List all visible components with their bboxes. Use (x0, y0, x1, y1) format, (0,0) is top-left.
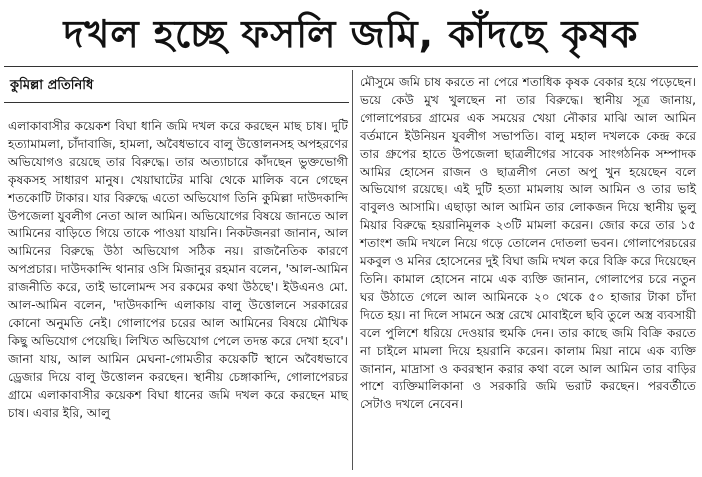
byline: কুমিল্লা প্রতিনিধি (10, 78, 94, 93)
article-paragraph: এলাকাবাসীর কয়েকশ বিঘা ধানি জমি দখল করে করছেন মাছ চাষ। দুটি হত্যামামলা, চাঁদাবাজি, হামলা, অবৈধভাবে বালু উত্তোলনসহ অপহরণের অভিযোগও রয়েছে তার বিরুদ্ধে। তার অত্যাচারে কাঁদছেন ভুক্তভোগী কৃষকসহ সাধারণ মানুষ। খেয়াঘাটের মাঝি থেকে মালিক বনে গেছেন শতকোটি টাকার। যার বিরুদ্ধে এতো অভিযোগ তিনি কুমিল্লা দাউদকান্দি উপজেলা যুবলীগ নেতা আল আমিন। অভিযোগের বিষয়ে জানতে আল আমিনের বাড়িতে গিয়ে তাকে পাওয়া যায়নি। নিকটজনরা জানান, আল আমিনের বিরুদ্ধে উঠা অভিযোগ সঠিক নয়। রাজনৈতিক কারণে অপপ্রচার। দাউদকান্দি থানার ওসি মিজানুর রহমান বলেন, 'আল-আমিন রাজনীতি করে, তাই ভালোমন্দ সব রকমের কথা উঠছে'। ইউএনও মো. আল-আমিন বলেন, 'দাউদকান্দি এলাকায় বালু উত্তোলনে সরকারের কোনো অনুমতি নেই। গোলাপের চরের আল আমিনের বিষয়ে মৌখিক কিছু অভিযোগ পেয়েছি। লিখিত অভিযোগ পেলে তদন্ত করে দেখা হবে'। জানা যায়, আল আমিন মেঘনা-গোমতীর কয়েকটি স্থানে অবৈধভাবে ড্রেজার দিয়ে বালু উত্তোলন করছেন। স্থানীয় চেঙ্গাকান্দি, গোলাপেরচর গ্রামে এলাকাবাসীর কয়েকশ বিঘা ধানের জমি দখল করে করছেন মাছ চাষ। এবার ইরি, আলু (8, 119, 348, 420)
headline-rule (4, 66, 698, 67)
byline-rule (4, 102, 349, 103)
column-divider (352, 70, 353, 470)
article-paragraph: মৌসুমে জমি চাষ করতে না পেরে শতাধিক কৃষক বেকার হয়ে পড়েছেন। ভয়ে কেউ মুখ খুলছেন না তার বিরুদ্ধে। স্থানীয় সূত্র জানায়, গোলাপেরচর গ্রামের এক সময়ের খেয়া নৌকার মাঝি আল আমিন বর্তমানে ইউনিয়ন যুবলীগ সভাপতি। বালু মহাল দখলকে কেন্দ্র করে তার গ্রুপের হাতে উপজেলা ছাত্রলীগের সাবেক সাংগঠনিক সম্পাদক আমির হোসেন রাজন ও ছাত্রলীগ নেতা অপু খুন হয়েছেন বলে অভিযোগ রয়েছে। এই দুটি হত্যা মামলায় আল আমিন ও তার ভাই বাবুলও আসামি। এছাড়া আল আমিন তার লোকজন দিয়ে স্থানীয় ভুলু মিয়ার বিরুদ্ধে হয়রানিমূলক ২৩টি মামলা করেন। জোর করে তার ১৫ শতাংশ জমি দখলে নিয়ে গড়ে তোলেন দোতলা ভবন। গোলাপেরচরের মকবুল ও মনির হোসেনের দুই বিঘা জমি দখল করে বিক্রি করে দিয়েছেন তিনি। কামাল হোসেন নামে এক ব্যক্তি জানান, গোলাপের চরে নতুন ঘর উঠাতে গেলে আল আমিনকে ২০ থেকে ৫০ হাজার টাকা চাঁদা দিতে হয়। না দিলে সামনে অস্ত্র রেখে মোবাইলে ছবি তুলে অস্ত্র ব্যবসায়ী বলে পুলিশে ধরিয়ে দেওয়ার হুমকি দেন। তার কাছে জমি বিক্রি করতে না চাইলে মামলা দিয়ে হয়রানি করেন। কালাম মিয়া নামে এক ব্যক্তি জানান, মাদ্রাসা ও কবরস্থান করার কথা বলে আল আমিন তার বাড়ির পাশে ব্যক্তিমালিকানা ও সরকারি জমি ভরাট করছেন। পরবর্তীতে সেটাও দখলে নেবেন। (360, 75, 696, 412)
article-column-right (360, 74, 696, 414)
headline: দখল হচ্ছে ফসলি জমি, কাঁদছে কৃষক (63, 12, 639, 56)
article-column-left (8, 118, 348, 422)
